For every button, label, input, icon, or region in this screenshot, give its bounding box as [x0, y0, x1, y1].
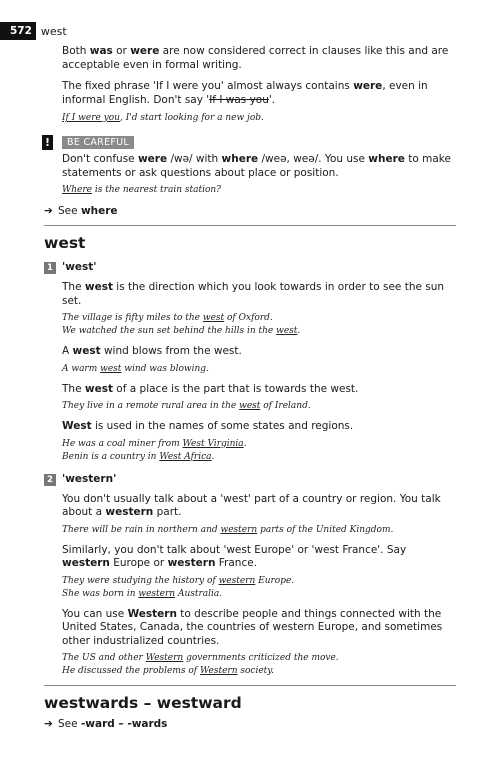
example: He discussed the problems of Western society.	[62, 666, 275, 676]
example-group	[0, 524, 500, 537]
paragraph: A west wind blows from the west.	[62, 345, 242, 357]
paragraph: You don't usually talk about a 'west' part of a country or region. You talk about a western part.	[62, 492, 441, 518]
example: We watched the sun set behind the hills in the west.	[62, 326, 301, 336]
sense-heading	[0, 474, 500, 488]
example: The village is fifty miles to the west of Oxford.	[62, 313, 273, 323]
page-header	[0, 22, 67, 40]
running-head: west	[40, 24, 67, 38]
cross-reference: ➔ See where	[44, 205, 118, 217]
example: If I were you, I'd start looking for a new job.	[62, 113, 264, 123]
paragraph: You can use Western to describe people and things connected with the United States, Canada, the countries of western Europe, and sometimes other industrialized countries.	[62, 607, 443, 647]
paragraph: The west is the direction which you look towards in order to see the sun set.	[62, 281, 445, 307]
sense-heading	[0, 262, 500, 276]
paragraph: The fixed phrase 'If I were you' almost always contains were, even in informal English. Don't say 'If I was you'.	[62, 80, 428, 106]
example: Benin is a country in West Africa.	[62, 451, 215, 462]
example-group	[0, 312, 500, 338]
example-group	[0, 438, 500, 464]
be-careful-box	[0, 135, 500, 151]
paragraph: West is used in the names of some states and regions.	[62, 420, 354, 432]
sense-title: 'western'	[62, 472, 117, 485]
entry-headword: westwards – westward	[44, 694, 242, 712]
paragraph: Both was or were are now considered correct in clauses like this and are acceptable even in formal writing.	[62, 45, 449, 71]
example-group	[0, 184, 500, 197]
warning-icon: !	[42, 135, 53, 150]
example: They live in a remote rural area in the west of Ireland.	[62, 401, 311, 411]
page-content	[0, 45, 500, 738]
cross-reference-link[interactable]: where	[80, 205, 118, 217]
example-group	[0, 575, 500, 601]
example: They were studying the history of western Europe.	[62, 575, 295, 586]
example-group	[0, 652, 500, 678]
example: A warm west wind was blowing.	[62, 363, 209, 374]
be-careful-label: BE CAREFUL	[62, 136, 134, 149]
page-number: 572	[0, 22, 36, 40]
divider	[44, 685, 456, 686]
sense-number: 2	[44, 474, 56, 486]
sense-number: 1	[44, 262, 56, 274]
example: The US and other Western governments criticized the move.	[62, 653, 339, 663]
paragraph: Don't confuse were /wə/ with where /weə, weə/. You use where to make statements or ask questions about place or position.	[62, 153, 451, 179]
example-group	[0, 363, 500, 376]
divider	[44, 225, 456, 226]
sense-title: 'west'	[62, 261, 97, 273]
example: He was a coal miner from West Virginia.	[62, 438, 247, 449]
example-group	[0, 112, 500, 125]
arrow-right-icon: ➔	[44, 205, 53, 217]
example: Where is the nearest train station?	[62, 185, 222, 195]
example-group	[0, 400, 500, 413]
arrow-right-icon: ➔	[44, 718, 53, 730]
example: There will be rain in northern and western parts of the United Kingdom.	[62, 524, 394, 535]
cross-reference: ➔ See -ward – -wards	[44, 718, 168, 730]
paragraph: The west of a place is the part that is towards the west.	[62, 382, 359, 395]
paragraph: Similarly, you don't talk about 'west Europe' or 'west France'. Say western Europe or western France.	[62, 543, 407, 569]
example: She was born in western Australia.	[62, 588, 223, 599]
cross-reference-link[interactable]: -ward – -wards	[80, 718, 168, 730]
entry-headword: west	[44, 234, 86, 252]
